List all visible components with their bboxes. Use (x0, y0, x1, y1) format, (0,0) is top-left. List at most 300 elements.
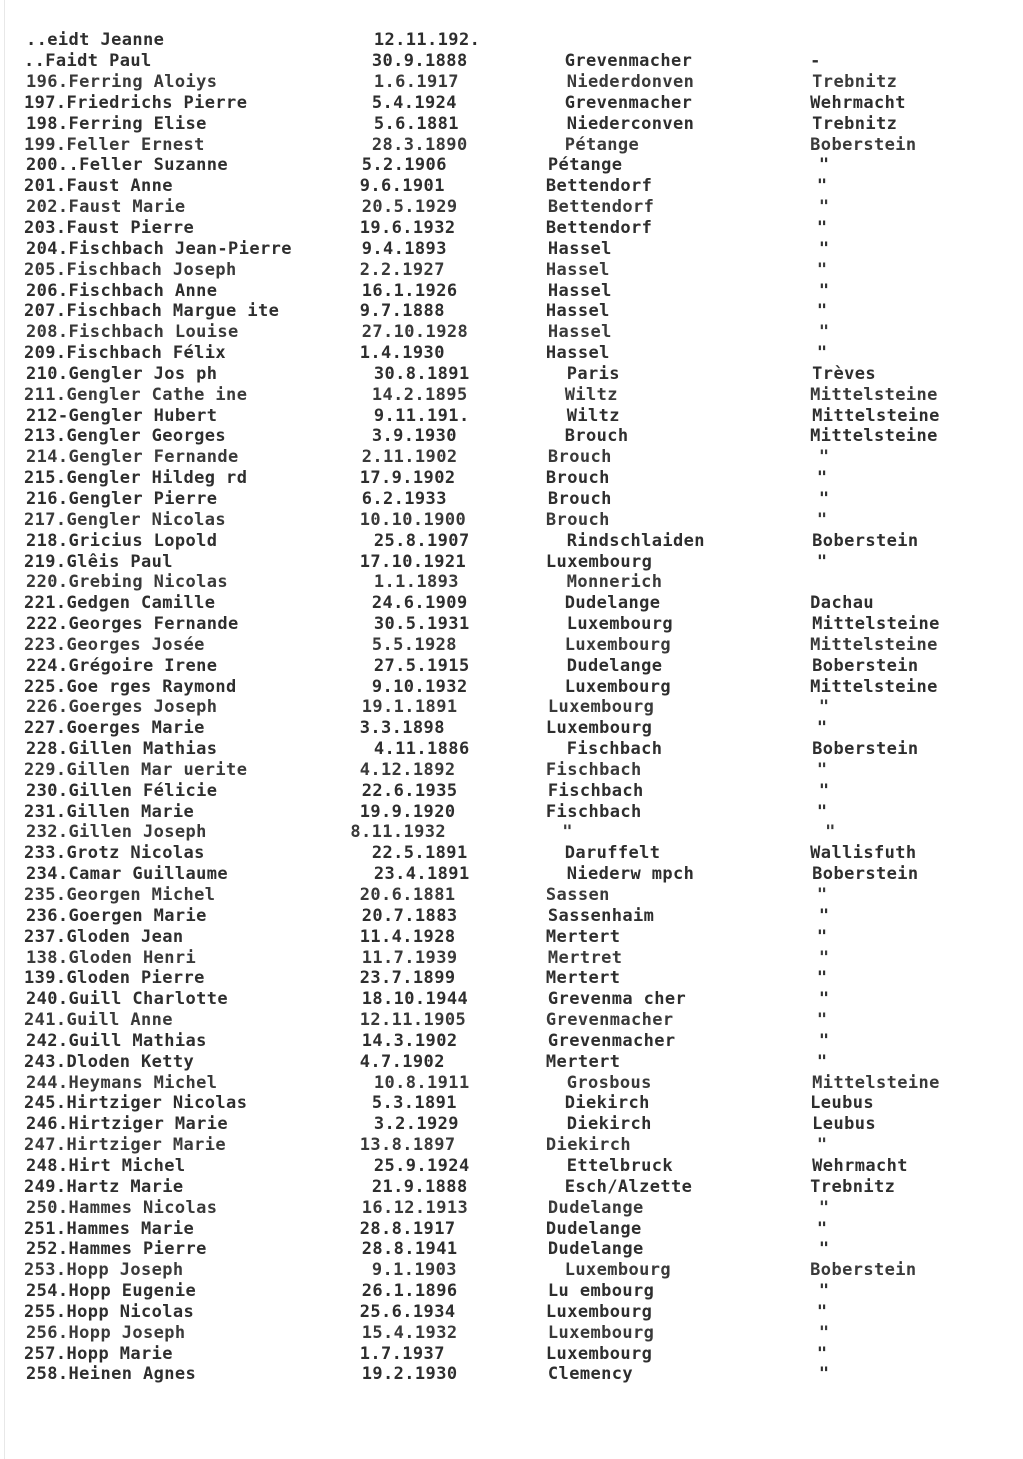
person-name: 215.Gengler Hildeg rd (24, 468, 248, 489)
list-row (16, 1072, 1001, 1093)
person-name: 197.Friedrichs Pierre (24, 92, 248, 113)
destination: " (816, 176, 828, 197)
person-name: 244.Heymans Michel (26, 1072, 218, 1093)
person-name: 247.Hirtziger Marie (24, 1135, 227, 1156)
list-row (16, 739, 1001, 760)
birth-date: 18.10.1944 (361, 989, 469, 1010)
birth-date: 16.1.1926 (361, 280, 458, 301)
birth-date: 22.6.1935 (361, 780, 458, 801)
birth-place: Mertert (545, 926, 621, 947)
person-name: 138.Gloden Henri (26, 947, 197, 968)
list-row (16, 238, 1001, 259)
list-row (14, 1093, 999, 1114)
destination: " (818, 947, 830, 968)
birth-date: 11.7.1939 (361, 947, 458, 968)
destination: " (818, 322, 830, 343)
birth-place: Grosbous (566, 1072, 652, 1093)
name-list (14, 30, 999, 1385)
destination: " (816, 1218, 828, 1239)
destination: Mittelsteine (812, 614, 940, 635)
list-row (16, 72, 1001, 93)
destination: " (816, 259, 828, 280)
destination: Boberstein (810, 134, 917, 155)
birth-date: 5.3.1891 (371, 1093, 457, 1114)
birth-place: Dudelange (545, 1218, 642, 1239)
list-row (16, 1156, 1001, 1177)
birth-place: Pétange (547, 155, 623, 176)
birth-place: Luxembourg (547, 1322, 655, 1343)
birth-place: Hassel (545, 259, 610, 280)
destination: " (818, 155, 830, 176)
birth-place: Fischbach (547, 780, 644, 801)
birth-date: 6.2.1933 (361, 488, 447, 509)
birth-date: 23.7.1899 (359, 968, 456, 989)
list-row (16, 864, 1001, 885)
person-name: 243.Dloden Ketty (24, 1051, 195, 1072)
person-name: 245.Hirtziger Nicolas (24, 1093, 248, 1114)
person-name: 235.Georgen Michel (24, 885, 216, 906)
person-name: 220.Grebing Nicolas (26, 572, 229, 593)
person-name: 231.Gillen Marie (24, 801, 195, 822)
list-row (14, 968, 999, 989)
birth-place: Daruffelt (564, 843, 661, 864)
birth-place: Hassel (547, 280, 612, 301)
destination: " (816, 509, 828, 530)
destination: " (825, 822, 836, 843)
person-name: 236.Goergen Marie (26, 905, 207, 926)
person-name: 241.Guill Anne (24, 1010, 173, 1031)
list-row (14, 1051, 999, 1072)
destination: " (818, 905, 830, 926)
destination: Trebnitz (812, 113, 898, 134)
birth-place: Sassen (545, 885, 610, 906)
person-name: 253.Hopp Joseph (24, 1260, 184, 1281)
destination: Trebnitz (812, 72, 898, 93)
destination: " (818, 280, 830, 301)
birth-date: 16.12.1913 (361, 1197, 469, 1218)
birth-date: 27.10.1928 (361, 322, 469, 343)
person-name: 255.Hopp Nicolas (24, 1301, 195, 1322)
destination: " (816, 1051, 828, 1072)
birth-place: Dudelange (564, 593, 661, 614)
birth-date: 3.2.1929 (373, 1114, 459, 1135)
list-row (14, 593, 999, 614)
birth-place: Grevenmacher (547, 1030, 676, 1051)
list-row (14, 843, 999, 864)
person-name: 242.Guill Mathias (26, 1030, 207, 1051)
person-name: 233.Grotz Nicolas (24, 843, 205, 864)
birth-date: 19.1.1891 (361, 697, 458, 718)
person-name: 254.Hopp Eugenie (26, 1281, 197, 1302)
birth-date: 14.3.1902 (361, 1030, 458, 1051)
list-row (14, 259, 999, 280)
list-row (14, 926, 999, 947)
list-row (14, 509, 999, 530)
birth-date: 26.1.1896 (361, 1281, 458, 1302)
birth-date: 24.6.1909 (371, 593, 468, 614)
birth-date: 9.4.1893 (361, 238, 447, 259)
birth-place: Lu embourg (547, 1281, 655, 1302)
person-name: ..eidt Jeanne (26, 30, 165, 51)
person-name: ..Faidt Paul (24, 51, 152, 72)
destination: " (818, 488, 830, 509)
person-name: 222.Georges Fernande (26, 614, 239, 635)
destination: Trèves (812, 363, 876, 384)
birth-date: 1.7.1937 (359, 1343, 445, 1364)
list-row (16, 905, 1001, 926)
person-name: 250.Hammes Nicolas (26, 1197, 218, 1218)
birth-place: Niederdonven (566, 72, 695, 93)
destination: Leubus (810, 1093, 874, 1114)
list-row (16, 780, 1001, 801)
destination: Mittelsteine (810, 384, 938, 405)
birth-place: Brouch (547, 447, 612, 468)
person-name: 203.Faust Pierre (24, 218, 195, 239)
list-row (16, 30, 1001, 51)
destination: " (816, 926, 828, 947)
destination: " (818, 1364, 830, 1385)
destination: " (818, 1281, 830, 1302)
birth-place: Grevenma cher (547, 989, 687, 1010)
destination: " (816, 1343, 828, 1364)
destination: Wallisfuth (810, 843, 917, 864)
person-name: 225.Goe rges Raymond (24, 676, 237, 697)
list-row (14, 1343, 999, 1364)
person-name: 196.Ferring Aloiys (26, 72, 218, 93)
destination: Boberstein (812, 530, 919, 551)
destination: Mittelsteine (812, 405, 940, 426)
birth-place: Bettendorf (547, 197, 655, 218)
list-row (16, 1114, 1001, 1135)
list-row (14, 1176, 999, 1197)
person-name: 221.Gedgen Camille (24, 593, 216, 614)
destination: " (816, 801, 828, 822)
destination: " (818, 447, 830, 468)
birth-date: 19.2.1930 (361, 1364, 458, 1385)
destination: " (816, 468, 828, 489)
birth-date: 9.7.1888 (359, 301, 445, 322)
list-row (14, 426, 999, 447)
person-name: 214.Gengler Fernande (26, 447, 239, 468)
list-row (16, 155, 1001, 176)
birth-place: Luxembourg (545, 718, 653, 739)
destination: Leubus (812, 1114, 876, 1135)
birth-place: Fischbach (545, 801, 642, 822)
birth-place: Luxembourg (545, 551, 653, 572)
list-row (14, 384, 999, 405)
birth-date: 4.11.1886 (373, 739, 470, 760)
birth-date: 15.4.1932 (361, 1322, 458, 1343)
list-row (16, 405, 1001, 426)
birth-date: 25.6.1934 (359, 1301, 456, 1322)
birth-date: 19.6.1932 (359, 218, 456, 239)
birth-date: 9.11.191. (373, 405, 470, 426)
birth-date: 14.2.1895 (371, 384, 468, 405)
list-row (14, 676, 999, 697)
birth-date: 25.8.1907 (373, 530, 470, 551)
birth-date: 5.6.1881 (373, 113, 459, 134)
destination: Mittelsteine (810, 426, 938, 447)
birth-place: Fischbach (545, 759, 642, 780)
person-name: 240.Guill Charlotte (26, 989, 229, 1010)
person-name: 200..Feller Suzanne (26, 155, 229, 176)
person-name: 216.Gengler Pierre (26, 488, 218, 509)
destination: Boberstein (812, 864, 919, 885)
birth-date: 28.8.1917 (359, 1218, 456, 1239)
birth-place: Wiltz (566, 405, 620, 426)
list-row (14, 551, 999, 572)
person-name: 226.Goerges Joseph (26, 697, 218, 718)
list-row (16, 1239, 1001, 1260)
destination: " (818, 1030, 830, 1051)
birth-place: Hassel (547, 238, 612, 259)
page-edge-shadow (4, 0, 5, 1459)
birth-date: 10.8.1911 (373, 1072, 470, 1093)
birth-date: 28.8.1941 (361, 1239, 458, 1260)
birth-date: 12.11.1905 (359, 1010, 467, 1031)
birth-date: 30.5.1931 (373, 614, 470, 635)
birth-date: 8.11.1932 (350, 822, 447, 843)
list-row (14, 176, 999, 197)
list-row (16, 197, 1001, 218)
birth-place: Bettendorf (545, 218, 653, 239)
birth-place: Luxembourg (545, 1301, 653, 1322)
birth-date: 27.5.1915 (373, 655, 470, 676)
person-name: 207.Fischbach Margue ite (24, 301, 280, 322)
birth-place: Brouch (545, 509, 610, 530)
birth-place: Pétange (564, 134, 640, 155)
birth-place: Hassel (545, 301, 610, 322)
birth-place: Luxembourg (547, 697, 655, 718)
destination: Boberstein (812, 739, 919, 760)
birth-place: Ettelbruck (566, 1155, 674, 1176)
person-name: 251.Hammes Marie (24, 1218, 195, 1239)
birth-date: 30.9.1888 (371, 51, 468, 72)
birth-place: Dudelange (547, 1197, 644, 1218)
destination: Wehrmacht (810, 92, 906, 113)
person-name: 198.Ferring Elise (26, 113, 207, 134)
list-row (14, 51, 999, 72)
birth-date: 12.11.192. (373, 30, 481, 51)
person-name: 219.Glêis Paul (24, 551, 173, 572)
list-row (16, 113, 1001, 134)
destination: " (818, 697, 830, 718)
list-row (16, 572, 1001, 593)
list-row (16, 280, 1001, 301)
person-name: 202.Faust Marie (26, 197, 186, 218)
list-row (16, 530, 1001, 551)
birth-place: Mertret (547, 947, 623, 968)
list-row (14, 1260, 999, 1281)
person-name: 210.Gengler Jos ph (26, 363, 218, 384)
list-row (16, 697, 1001, 718)
birth-place: Niederw mpch (566, 864, 695, 885)
destination: " (816, 218, 828, 239)
birth-date: 1.1.1893 (373, 572, 459, 593)
birth-date: 17.10.1921 (359, 551, 467, 572)
birth-place: Dudelange (566, 655, 663, 676)
person-name: 252.Hammes Pierre (26, 1239, 207, 1260)
birth-date: 13.8.1897 (359, 1135, 456, 1156)
destination: - (810, 51, 821, 72)
person-name: 237.Gloden Jean (24, 926, 184, 947)
birth-place: Brouch (547, 488, 612, 509)
birth-place: Luxembourg (564, 1260, 672, 1281)
list-row (16, 1322, 1001, 1343)
birth-date: 17.9.1902 (359, 468, 456, 489)
birth-place: Mertert (545, 968, 621, 989)
person-name: 217.Gengler Nicolas (24, 509, 227, 530)
birth-place: Diekirch (566, 1114, 652, 1135)
list-row (16, 364, 1001, 385)
birth-date: 10.10.1900 (359, 509, 467, 530)
birth-date: 25.9.1924 (373, 1155, 470, 1176)
person-name: 258.Heinen Agnes (26, 1364, 197, 1385)
destination: " (818, 238, 830, 259)
birth-place: Hassel (545, 343, 610, 364)
birth-date: 9.1.1903 (371, 1260, 457, 1281)
destination: " (818, 197, 830, 218)
destination: " (816, 968, 828, 989)
destination: " (816, 1010, 828, 1031)
birth-date: 5.4.1924 (371, 92, 457, 113)
person-name: 223.Georges Josée (24, 634, 205, 655)
person-name: 227.Goerges Marie (24, 718, 205, 739)
birth-place: Niederconven (566, 113, 695, 134)
birth-date: 5.5.1928 (371, 634, 457, 655)
list-row (16, 1281, 1001, 1302)
person-name: 199.Feller Ernest (24, 134, 205, 155)
birth-place: Brouch (564, 426, 629, 447)
list-row (14, 468, 999, 489)
destination: " (816, 1135, 828, 1156)
birth-date: 19.9.1920 (359, 801, 456, 822)
person-name: 232.Gillen Joseph (26, 822, 207, 843)
birth-date: 20.5.1929 (361, 197, 458, 218)
birth-date: 1.4.1930 (359, 343, 445, 364)
birth-date: 21.9.1888 (371, 1176, 468, 1197)
birth-date: 1.6.1917 (373, 72, 459, 93)
birth-date: 28.3.1890 (371, 134, 468, 155)
person-name: 224.Grégoire Irene (26, 655, 218, 676)
birth-date: 9.6.1901 (359, 176, 445, 197)
person-name: 246.Hirtziger Marie (26, 1114, 229, 1135)
list-row (16, 447, 1001, 468)
birth-date: 20.6.1881 (359, 885, 456, 906)
list-row (16, 947, 1001, 968)
list-row (14, 343, 999, 364)
person-name: 213.Gengler Georges (24, 426, 227, 447)
list-row (14, 1010, 999, 1031)
list-row (14, 1301, 999, 1322)
list-row (14, 885, 999, 906)
person-name: 249.Hartz Marie (24, 1176, 184, 1197)
birth-place: Bettendorf (545, 176, 653, 197)
person-name: 218.Gricius Lopold (26, 530, 218, 551)
birth-place: Grevenmacher (564, 92, 693, 113)
list-row (14, 1218, 999, 1239)
birth-place: Fischbach (566, 739, 663, 760)
destination: Mittelsteine (812, 1072, 940, 1093)
person-name: 212-Gengler Hubert (26, 405, 218, 426)
list-row (16, 989, 1001, 1010)
person-name: 201.Faust Anne (24, 176, 173, 197)
destination: " (816, 1301, 828, 1322)
person-name: 211.Gengler Cathe ine (24, 384, 248, 405)
list-row (14, 760, 999, 781)
birth-place: Luxembourg (545, 1343, 653, 1364)
birth-date: 2.2.1927 (359, 259, 445, 280)
birth-place: Brouch (545, 468, 610, 489)
birth-place: Esch/Alzette (564, 1176, 693, 1197)
birth-place: Sassenhaim (547, 905, 655, 926)
list-row (14, 301, 999, 322)
list-row (16, 822, 1001, 843)
destination: Trebnitz (810, 1176, 896, 1197)
birth-place: Grevenmacher (564, 51, 693, 72)
birth-place: Dudelange (547, 1239, 644, 1260)
person-name: 209.Fischbach Félix (24, 343, 227, 364)
birth-place: Luxembourg (564, 634, 672, 655)
birth-date: 3.3.1898 (359, 718, 445, 739)
birth-date: 11.4.1928 (359, 926, 456, 947)
destination: " (816, 718, 828, 739)
birth-place: Diekirch (545, 1135, 632, 1156)
list-row (16, 1031, 1001, 1052)
destination: " (816, 885, 828, 906)
person-name: 228.Gillen Mathias (26, 739, 218, 760)
person-name: 229.Gillen Mar uerite (24, 759, 248, 780)
birth-place: Clemency (547, 1364, 634, 1385)
person-name: 205.Fischbach Joseph (24, 259, 237, 280)
birth-place: Luxembourg (564, 676, 672, 697)
destination: " (816, 551, 828, 572)
destination: " (816, 343, 828, 364)
list-row (16, 489, 1001, 510)
destination: Boberstein (810, 1260, 917, 1281)
list-row (14, 634, 999, 655)
birth-place: Rindschlaiden (566, 530, 705, 551)
birth-place: " (562, 822, 573, 843)
destination: Mittelsteine (810, 634, 938, 655)
person-name: 248.Hirt Michel (26, 1155, 186, 1176)
birth-place: Mertert (545, 1051, 621, 1072)
birth-date: 4.12.1892 (359, 759, 456, 780)
birth-date: 23.4.1891 (373, 864, 470, 885)
destination: Boberstein (812, 655, 919, 676)
birth-date: 4.7.1902 (359, 1051, 445, 1072)
person-name: 206.Fischbach Anne (26, 280, 218, 301)
person-name: 208.Fischbach Louise (26, 322, 239, 343)
birth-place: Monnerich (566, 572, 663, 593)
birth-date: 2.11.1902 (361, 447, 458, 468)
birth-place: Wiltz (564, 384, 618, 405)
birth-date: 9.10.1932 (371, 676, 468, 697)
destination: " (818, 989, 830, 1010)
birth-date: 30.8.1891 (373, 363, 470, 384)
list-row (16, 322, 1001, 343)
destination: " (818, 780, 830, 801)
list-row (16, 1364, 1001, 1385)
birth-place: Diekirch (564, 1093, 650, 1114)
destination: " (816, 301, 828, 322)
destination: " (818, 1239, 830, 1260)
destination: " (816, 759, 828, 780)
destination: Mittelsteine (810, 676, 938, 697)
birth-date: 5.2.1906 (361, 155, 447, 176)
list-row (14, 801, 999, 822)
person-name: 256.Hopp Joseph (26, 1322, 186, 1343)
